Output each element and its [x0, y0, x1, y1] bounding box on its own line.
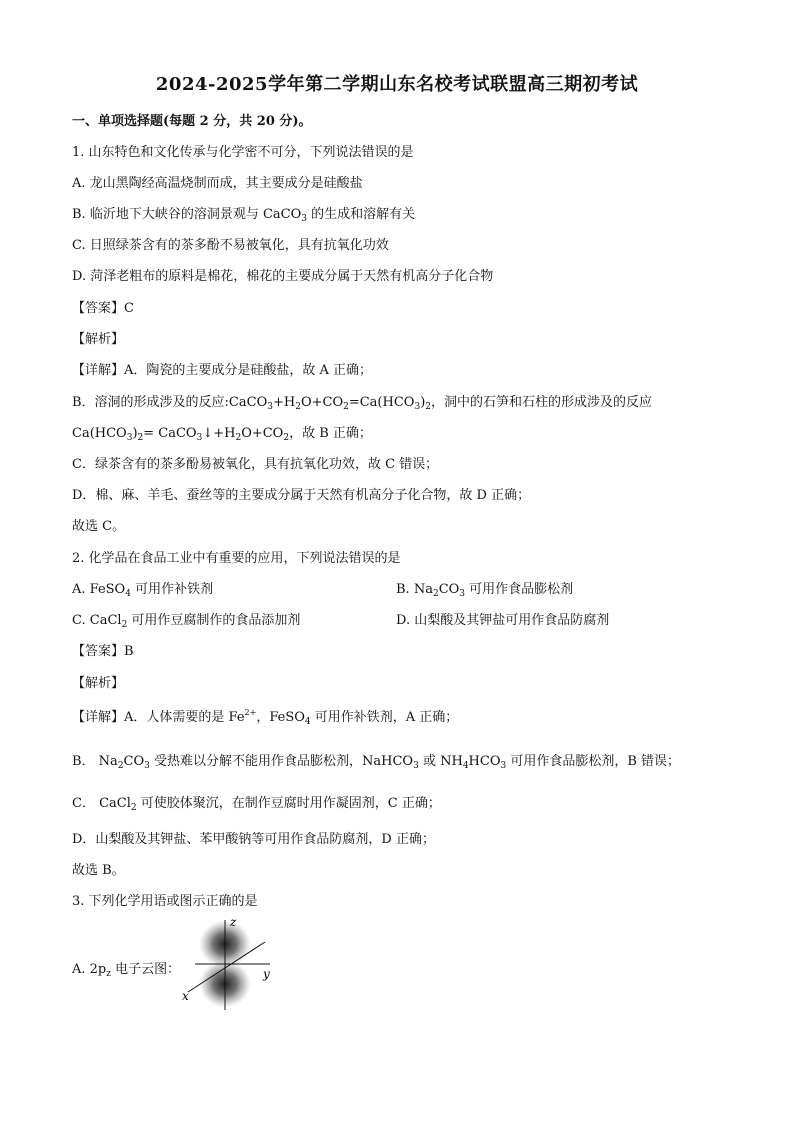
- q2-detail-b: B． $Na_2CO_3$ 受热难以分解不能用作食品膨松剂，NaHCO$_3$ 或 $NH_4HCO_3$ 可用作食品膨松剂，B 错误；: [72, 754, 681, 771]
- q1-analysis-label: 【解析】: [72, 332, 125, 347]
- q2-option-d: D. 山梨酸及其钾盐可用作食品防腐剂: [396, 613, 610, 628]
- q1-conclusion: 故选 C。: [72, 519, 126, 534]
- q2-option-a: A. FeSO$_4$ 可用作补铁剂: [72, 582, 214, 599]
- q1-detail-a: 【详解】A．陶瓷的主要成分是硅酸盐，故 A 正确；: [72, 363, 373, 378]
- q1-option-b: B. 临沂地下大峡谷的溶洞景观与 CaCO$_3$ 的生成和溶解有关: [72, 207, 416, 224]
- q1-answer: 【答案】C: [72, 301, 134, 316]
- q2-detail-d: D．山梨酸及其钾盐、苯甲酸钠等可用作食品防腐剂，D 正确；: [72, 832, 435, 847]
- q1-detail-b-line1: B．溶洞的形成涉及的反应$:CaCO_3+H_2O+CO_2=Ca(HCO_3)_2$，洞中的石笋和石柱的形成涉及的反应: [72, 395, 653, 412]
- q1-detail-d: D．棉、麻、羊毛、蚕丝等的主要成分属于天然有机高分子化合物，故 D 正确；: [72, 488, 531, 503]
- q2-analysis-label: 【解析】: [72, 676, 125, 691]
- q1-option-a: A. 龙山黑陶经高温烧制而成，其主要成分是硅酸盐: [72, 176, 363, 191]
- page-title: 2024-2025学年第二学期山东名校考试联盟高三期初考试: [155, 74, 639, 95]
- q1-option-c: C. 日照绿茶含有的茶多酚不易被氧化，具有抗氧化功效: [72, 238, 389, 253]
- q2-answer: 【答案】B: [72, 644, 134, 659]
- q1-stem: 1. 山东特色和文化传承与化学密不可分，下列说法错误的是: [72, 145, 414, 160]
- q2-option-b: B. $Na_2CO_3$ 可用作食品膨松剂: [396, 582, 574, 599]
- q1-detail-b-line2: $Ca(HCO_3)_2=$ $CaCO_3↓+H_2O+CO_2$，故 B 正确；: [72, 426, 372, 443]
- axis-label-x: x: [182, 989, 189, 1003]
- q1-option-d: D. 菏泽老粗布的原料是棉花，棉花的主要成分属于天然有机高分子化合物: [72, 269, 494, 284]
- axis-label-z: z: [230, 915, 237, 929]
- axis-label-y: y: [263, 967, 270, 981]
- electron-cloud-figure: [170, 912, 290, 1012]
- section-heading: 一、单项选择题(每题 2 分，共 20 分)。: [72, 114, 312, 129]
- q2-stem: 2. 化学品在食品工业中有重要的应用，下列说法错误的是: [72, 551, 401, 566]
- q1-detail-c: C．绿茶含有的茶多酚易被氧化，具有抗氧化功效，故 C 错误；: [72, 457, 439, 472]
- q2-detail-c: C． CaCl$_2$ 可使胶体聚沉，在制作豆腐时用作凝固剂，C 正确；: [72, 796, 441, 813]
- q3-option-a: A. $2p_z$ 电子云图：: [72, 962, 181, 979]
- q3-stem: 3. 下列化学用语或图示正确的是: [72, 894, 258, 909]
- q2-option-c: C. CaCl$_2$ 可用作豆腐制作的食品添加剂: [72, 613, 301, 630]
- q2-conclusion: 故选 B。: [72, 863, 125, 878]
- q2-detail-a: 【详解】A．人体需要的是 $Fe^{2+}$，FeSO$_4$ 可用作补铁剂，A 正确；: [72, 708, 459, 727]
